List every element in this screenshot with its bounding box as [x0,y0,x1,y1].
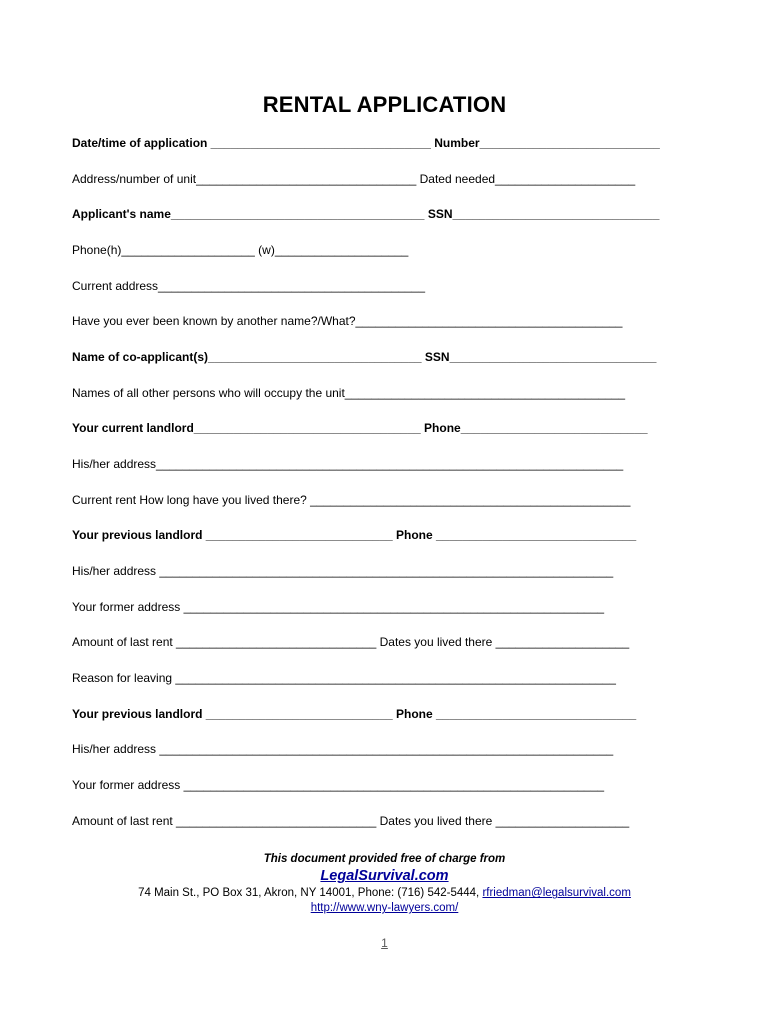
form-row: Your previous landlord ____________________________ Phone ______________________________ [72,528,637,543]
page-number: 1 [381,936,388,951]
form-row: Have you ever been known by another name?/What?________________________________________ [72,314,623,329]
form-row: His/her address ____________________________________________________________________ [72,742,614,757]
form-row: Your former address _______________________________________________________________ [72,599,605,614]
form-row: Current address________________________________________ [72,278,425,293]
footer-address-text: 74 Main St., PO Box 31, Akron, NY 14001, Phone: (716) 542-5444, [138,887,483,900]
form-row: Name of co-applicant(s)________________________________ SSN_______________________________ [72,350,657,365]
legalsurvival-link[interactable]: LegalSurvival.com [320,868,449,885]
page-number-container [72,936,697,950]
form-row: Current rent How long have you lived there? ________________________________________________ [72,492,631,507]
document-title: RENTAL APPLICATION [262,92,507,117]
footer [72,852,697,915]
form-row: Address/number of unit_________________________________ Dated needed_____________________ [72,171,636,186]
form-row: Phone(h)____________________ (w)____________________ [72,243,409,258]
footer-website-line [72,901,697,915]
form-row: His/her address______________________________________________________________________ [72,457,624,472]
form-row: Names of all other persons who will occupy the unit__________________________________________ [72,385,626,400]
footer-address-line [72,886,697,901]
form-row: Your current landlord__________________________________ Phone____________________________ [72,421,648,436]
form-row: Your previous landlord ____________________________ Phone ______________________________ [72,706,637,721]
form-rows [72,126,697,839]
footer-site-line [72,867,697,886]
email-link[interactable]: rfriedman@legalsurvival.com [482,887,631,900]
website-link[interactable]: http://www.wny-lawyers.com/ [310,902,459,915]
form-row: His/her address ____________________________________________________________________ [72,564,614,579]
form-row: Reason for leaving __________________________________________________________________ [72,671,616,686]
form-row: Amount of last rent ______________________________ Dates you lived there ____________________ [72,635,630,650]
form-row: Your former address _______________________________________________________________ [72,778,605,793]
form-row: Applicant's name______________________________________ SSN_______________________________ [72,207,660,222]
footer-provided-text: This document provided free of charge from [263,853,506,866]
form-row: Amount of last rent ______________________________ Dates you lived there ____________________ [72,813,630,828]
form-row: Date/time of application _________________________________ Number___________________________ [72,136,660,150]
